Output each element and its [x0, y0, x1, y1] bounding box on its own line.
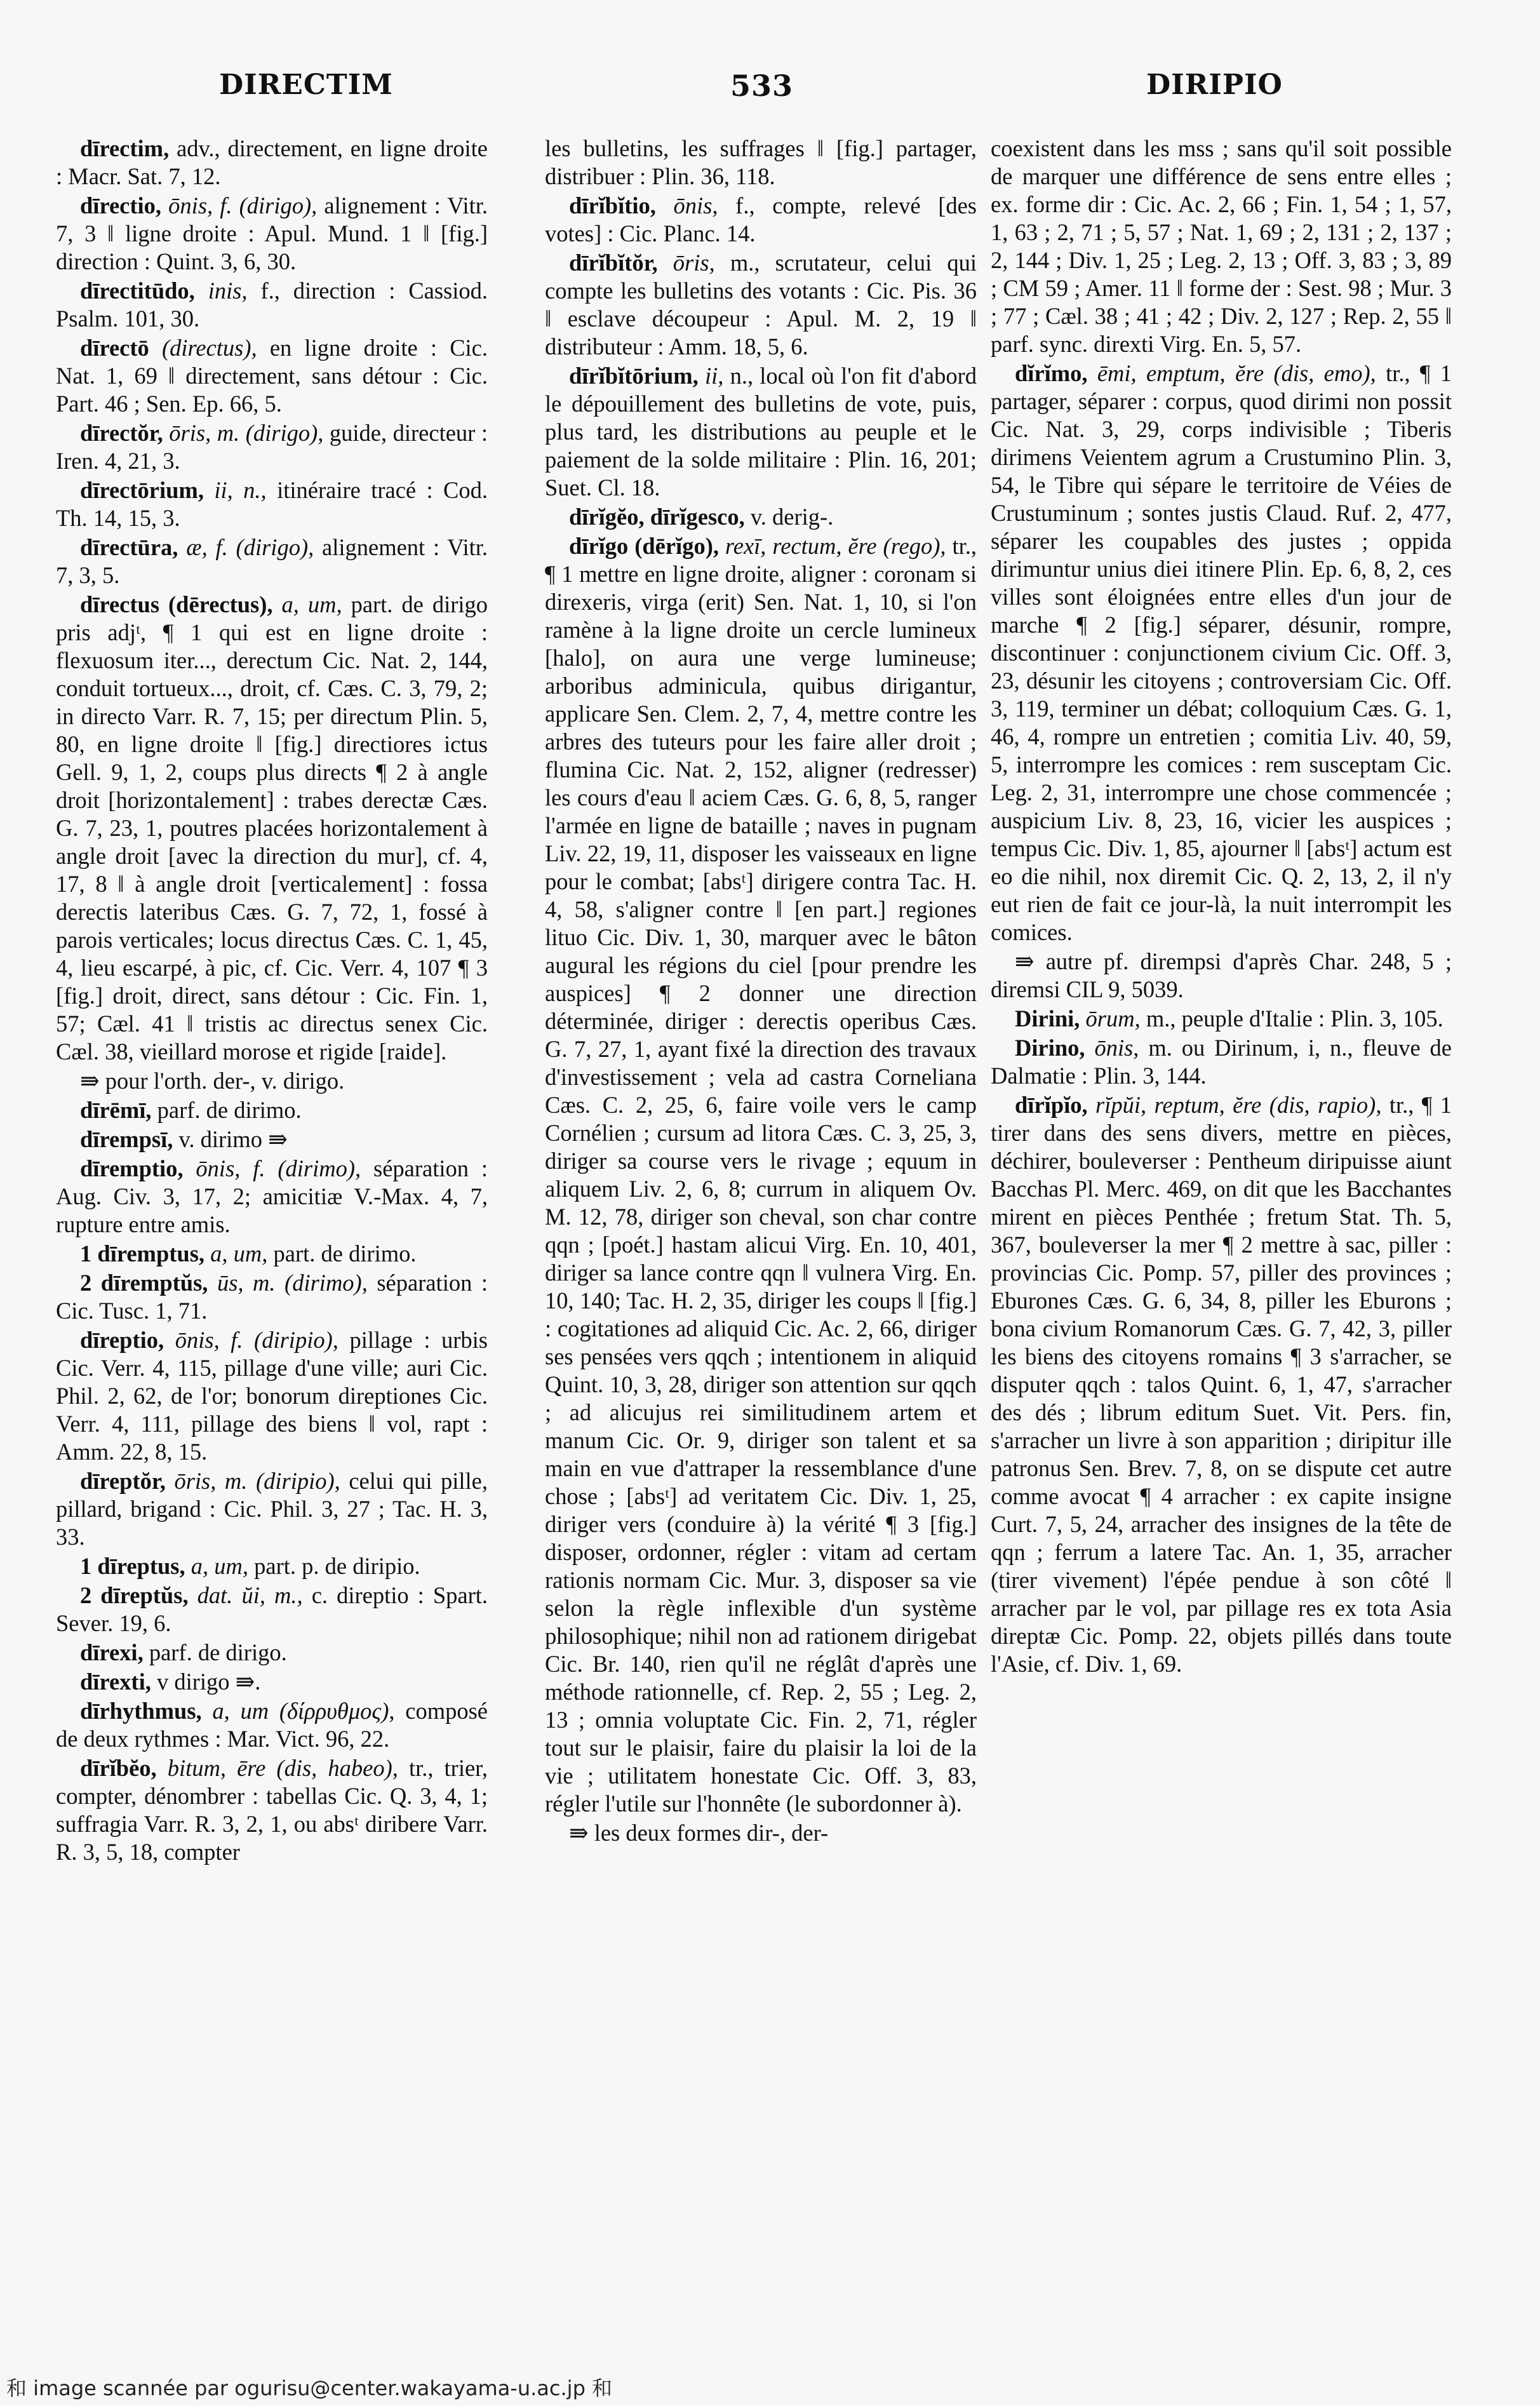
page-number: 533 [730, 69, 794, 103]
dictionary-entry [545, 532, 977, 1818]
entry-definition: ⇛ les deux formes dir-, der- [569, 1820, 829, 1846]
entry-grammar: ōnis, f. (diripio), [175, 1327, 338, 1353]
entry-headword: dīrēmī, [80, 1097, 152, 1123]
entry-headword: 2 dīremptŭs, [80, 1270, 208, 1296]
entry-definition: tr., ¶ 1 tirer dans des sens divers, mettre en pièces, déchirer, bouleverser : Pentheum diripuisse aiunt Bacchas Pl. Merc. 469, on dit que les Bacchantes mirent en pièces Penthée ; fretum Stat. Th. 5, 367, bouleverser la mer ¶ 2 mettre à sac, piller : provincias Cic. Pomp. 57, piller des provinces ; Eburones Cæs. G. 6, 34, 8, piller les Eburons ; bona civium Romanorum Cæs. G. 7, 42, 3, piller les biens des citoyens romains ¶ 3 s'arracher, se disputer qqch : talos Quint. 6, 1, 47, s'arracher des dés ; librum editum Suet. Vit. Pers. fin, s'arracher un livre à son apparition ; diripitur ille patronus Sen. Brev. 7, 8, on se dispute cet autre comme avocat ¶ 4 arracher : ex capite insigne Curt. 7, 5, 24, arracher des insignes de la tête de qqn ; ferrum a latere Tac. An. 1, 35, arracher (tirer vivement) l'épée pendue à son côté ‖ arracher par le vol, par pillage res ex tota Asia direptæ Cic. Pomp. 22, objets pillés dans toute l'Asie, cf. Div. 1, 69. [991, 1092, 1452, 1677]
entry-grammar: ii, [705, 363, 724, 389]
header-last-entry: DIRIPIO [1146, 69, 1283, 101]
dictionary-entry [991, 1034, 1452, 1090]
dictionary-entry [56, 534, 488, 589]
dictionary-entry [991, 1091, 1452, 1678]
entry-definition: m., peuple d'Italie : Plin. 3, 105. [1146, 1005, 1443, 1032]
dictionary-entry [545, 362, 977, 502]
dictionary-entry [56, 277, 488, 333]
entry-definition: n., local où l'on fit d'abord le dépouillement des bulletins de vote, puis, plus tard, les distributions au peuple et le paiement de la solde militaire : Plin. 16, 201; Suet. Cl. 18. [545, 363, 977, 501]
entry-headword: Dirini, [1015, 1005, 1080, 1032]
entry-headword: 1 dīremptus, [80, 1240, 205, 1267]
entry-headword: Dirino, [1015, 1035, 1085, 1061]
entry-definition: guide, directeur : Iren. 4, 21, 3. [56, 420, 488, 474]
entry-grammar: ōnis, f. (dirigo), [168, 192, 318, 218]
entry-headword: dīrempsī, [80, 1126, 173, 1152]
dictionary-entry [56, 1155, 488, 1239]
entry-headword: dīremptio, [80, 1155, 184, 1181]
entry-definition: séparation : Cic. Tusc. 1, 71. [56, 1270, 488, 1324]
entry-grammar: dat. ŭi, m., [197, 1582, 303, 1608]
entry-grammar: ūs, m. (dirimo), [217, 1270, 368, 1296]
dictionary-entry [56, 1126, 488, 1153]
entry-grammar: ii, n., [214, 477, 267, 503]
entry-headword: dīrhythmus, [80, 1698, 202, 1724]
column-3 [991, 135, 1452, 2320]
dictionary-entry [991, 948, 1452, 1004]
dictionary-entry [991, 360, 1452, 946]
dictionary-entry [56, 419, 488, 475]
dictionary-entry [545, 503, 977, 531]
dictionary-entry [56, 1552, 488, 1580]
entry-definition: tr., ¶ 1 partager, séparer : corpus, quod dirimi non possit Cic. Nat. 3, 29, corps indivisible ; Tiberis dirimens Veientem agrum a Crustumino Plin. 3, 54, le Tibre qui sépare le territoire de Véies de Crustuminum ; sontes justis Claud. Ruf. 2, 477, séparer les coupables des justes ; oppida dirimuntur unius diei itinere Plin. Ep. 6, 8, 2, ces villes sont éloignées entre elles d'un jour de marche ¶ 2 [fig.] séparer, désunir, rompre, discontinuer : conjunctionem civium Cic. Off. 3, 23, désunir les citoyens ; controversiam Cic. Off. 3, 119, terminer un débat; colloquium Cæs. G. 1, 46, 4, rompre un entretien ; comitia Liv. 40, 59, 5, interrompre les comices : rem susceptam Cic. Leg. 2, 31, interrompre une chose commencée ; auspicium Liv. 8, 23, 16, vicier les auspices ; tempus Cic. Div. 1, 85, ajourner ‖ [absᵗ] actum est eo die nihil, nox diremit Cic. Q. 2, 13, 2, il n'y eut rien de fait ce jour-là, la nuit interrompit les comices. [991, 360, 1452, 945]
entry-grammar: inis, [208, 278, 248, 304]
entry-grammar: ōris, [673, 250, 715, 276]
dictionary-entry [545, 192, 977, 248]
entry-headword: dīrĭbĕo, [80, 1755, 157, 1781]
entry-definition: tr., ¶ 1 mettre en ligne droite, aligner : coronam si direxeris, virga (erit) Sen. Nat. 1, 10, si l'on ramène à la ligne droite un cercle lumineux [halo], on aura une verge lumineuse; arboribus adminicula, quibus dirigantur, applicare Sen. Clem. 2, 7, 4, mettre contre les arbres des tuteurs pour les faire aller droit ; flumina Cic. Nat. 2, 152, aligner (redresser) les cours d'eau ‖ aciem Cæs. G. 6, 8, 5, ranger l'armée en ligne de bataille ; naves in pugnam Liv. 22, 19, 11, disposer les vaisseaux en ligne pour le combat; [absᵗ] dirigere contra Tac. H. 4, 58, s'aligner contre ‖ [en part.] regiones lituo Cic. Div. 1, 30, marquer avec le bâton augural les régions du ciel [pour prendre les auspices] ¶ 2 donner une direction déterminée, diriger : derectis operibus Cæs. G. 7, 27, 1, ayant fixé la direction des travaux d'investissement ; vela ad castra Corneliana Cæs. C. 2, 25, 6, faire voile vers le camp Cornélien ; cursum ad litora Cæs. C. 3, 25, 3, diriger sa course vers le rivage ; equum in aliquem Liv. 2, 6, 8; currum in aliquem Ov. M. 12, 78, diriger son cheval, son char contre qqn ; [poét.] hastam alicui Virg. En. 10, 401, diriger sa lance contre qqn ‖ vulnera Virg. En. 10, 140; Tac. H. 2, 35, diriger les coups ‖ [fig.] : cogitationes ad aliquid Cic. Ac. 2, 66, diriger ses pensées vers qqch ; intentionem in aliquid Quint. 10, 3, 28, diriger son attention sur qqch ; ad alicujus rei similitudinem artem et manum Cic. Or. 9, diriger son talent et sa main en vue d'attraper la ressemblance d'une chose ; [absᵗ] ad veritatem Cic. Div. 1, 25, diriger vers (conduire à) la vérité ¶ 3 [fig.] disposer, ordonner, régler : vitam ad certam rationis normam Cic. Mur. 3, disposer sa vie selon la règle inflexible d'un système philosophique; nihil non ad rationem dirigebat Cic. Br. 140, rien qu'il ne réglât d'après une méthode rationnelle, cf. Rep. 2, 55 ; Leg. 2, 13 ; omnia voluptate Cic. Fin. 2, 71, régler tout sur le plaisir, faire du plaisir la loi de la vie ; utilitatem honestate Cic. Off. 3, 83, régler l'utile sur l'honnête (le subordonner à). [545, 533, 977, 1817]
entry-headword: dīrectō [80, 335, 149, 361]
dictionary-entry [991, 1005, 1452, 1033]
entry-definition: parf. de dirigo. [149, 1639, 287, 1665]
entry-definition: v. derig-. [750, 504, 834, 530]
entry-definition: m., scrutateur, celui qui compte les bulletins des votants : Cic. Pis. 36 ‖ esclave découpeur : Apul. M. 2, 19 ‖ distributeur : Amm. 18, 5, 6. [545, 250, 977, 360]
entry-headword: dīrĭbĭtŏr, [569, 250, 658, 276]
entry-headword: dīrĭbĭtio, [569, 192, 656, 218]
entry-headword: dīrectitūdo, [80, 278, 195, 304]
entry-headword: dīrectim, [80, 135, 170, 161]
entry-headword: dīrectūra, [80, 534, 178, 560]
dictionary-entry [56, 1697, 488, 1753]
entry-grammar: rĭpŭi, reptum, ĕre (dis, rapio), [1095, 1092, 1382, 1118]
entry-definition: tr., trier, compter, dénombrer : tabellas Cic. Q. 3, 4, 1; suffragia Varr. R. 3, 2, 1, ou absᵗ diribere Varr. R. 3, 5, 18, compter [56, 1755, 488, 1865]
entry-grammar: a, um, [191, 1553, 248, 1579]
entry-definition: itinéraire tracé : Cod. Th. 14, 15, 3. [56, 477, 488, 531]
entry-grammar: a, um, [210, 1240, 268, 1267]
entry-definition: les bulletins, les suffrages ‖ [fig.] partager, distribuer : Plin. 36, 118. [545, 135, 977, 189]
entry-grammar: ōnis, f. (dirimo), [196, 1155, 361, 1181]
entry-definition: part. de dirimo. [273, 1240, 417, 1267]
entry-definition: part. p. de diripio. [254, 1553, 420, 1579]
dictionary-entry [56, 591, 488, 1066]
dictionary-entry [56, 1467, 488, 1551]
entry-grammar: bitum, ēre (dis, habeo), [167, 1755, 398, 1781]
entry-definition: f., direction : Cassiod. Psalm. 101, 30. [56, 278, 488, 332]
entry-headword: dīrectōrium, [80, 477, 204, 503]
entry-grammar: ēmi, emptum, ĕre (dis, emo), [1097, 360, 1376, 386]
dictionary-entry [56, 1639, 488, 1667]
entry-grammar: rexī, rectum, ĕre (rego), [725, 533, 946, 559]
dictionary-entry [545, 135, 977, 191]
dictionary-entry [56, 1668, 488, 1696]
page-header [0, 69, 1540, 126]
entry-definition: c. direptio : Spart. Sever. 19, 6. [56, 1582, 488, 1636]
dictionary-entry [56, 1240, 488, 1268]
dictionary-entry [56, 1269, 488, 1325]
entry-headword: dīrectŏr, [80, 420, 163, 446]
entry-definition: alignement : Vitr. 7, 3 ‖ ligne droite : Apul. Mund. 1 ‖ [fig.] direction : Quint. 3, 6, 30. [56, 192, 488, 274]
entry-definition: alignement : Vitr. 7, 3, 5. [56, 534, 488, 588]
dictionary-entry [56, 1582, 488, 1637]
column-1 [56, 135, 488, 2320]
entry-grammar: a, um (δίρρυθμος), [212, 1698, 395, 1724]
column-2 [545, 135, 977, 2320]
dictionary-entry [56, 135, 488, 191]
entry-headword: dīrexti, [80, 1669, 151, 1695]
entry-headword: dĭrĭmo, [1015, 360, 1088, 386]
dictionary-entry [56, 334, 488, 418]
entry-headword: 1 dīreptus, [80, 1553, 185, 1579]
dictionary-entry [545, 1819, 977, 1847]
entry-definition: v. dirimo ⇛ [178, 1126, 288, 1152]
entry-definition: composé de deux rythmes : Mar. Vict. 96, 22. [56, 1698, 488, 1752]
entry-headword: dīreptio, [80, 1327, 164, 1353]
dictionary-entry [56, 476, 488, 532]
entry-grammar: a, um, [281, 591, 342, 617]
entry-grammar: (directus), [161, 335, 257, 361]
entry-definition: ⇛ pour l'orth. der-, v. dirigo. [80, 1068, 345, 1094]
entry-headword: dīrĭgo (dērĭgo), [569, 533, 719, 559]
entry-definition: coexistent dans les mss ; sans qu'il soit possible de marquer une différence de sens entre elles ; ex. forme dir : Cic. Ac. 2, 66 ; Fin. 1, 54 ; 1, 57, 1, 63 ; 2, 71 ; 5, 57 ; Nat. 1, 69 ; 2, 131 ; 2, 137 ; 2, 144 ; Div. 1, 25 ; Leg. 2, 13 ; Off. 3, 83 ; 3, 89 ; CM 59 ; Amer. 11 ‖ forme der : Sest. 98 ; Mur. 3 ; 77 ; Cæl. 38 ; 41 ; 42 ; Div. 2, 127 ; Rep. 2, 55 ‖ parf. sync. direxti Virg. En. 5, 57. [991, 135, 1452, 357]
dictionary-entry [56, 1754, 488, 1866]
entry-grammar: ōnis, [673, 192, 718, 218]
dictionary-entry [56, 192, 488, 276]
entry-headword: dīrĭgĕo, dīrĭgesco, [569, 504, 745, 530]
entry-headword: dīrectus (dērectus), [80, 591, 273, 617]
entry-headword: dīrexi, [80, 1639, 144, 1665]
entry-grammar: ōris, m. (diripio), [174, 1468, 340, 1494]
entry-definition: v dirigo ⇛. [156, 1669, 261, 1695]
entry-headword: 2 dīreptŭs, [80, 1582, 189, 1608]
entry-definition: f., compte, relevé [des votes] : Cic. Planc. 14. [545, 192, 977, 246]
dictionary-entry [56, 1326, 488, 1466]
entry-headword: dīrĭbĭtōrium, [569, 363, 699, 389]
entry-definition: parf. de dirimo. [157, 1097, 302, 1123]
entry-grammar: ōnis, [1094, 1035, 1139, 1061]
entry-grammar: ōris, m. (dirigo), [169, 420, 324, 446]
entry-definition: en ligne droite : Cic. Nat. 1, 69 ‖ directement, sans détour : Cic. Part. 46 ; Sen. Ep. 66, 5. [56, 335, 488, 417]
dictionary-entry [545, 249, 977, 361]
entry-definition: celui qui pille, pillard, brigand : Cic. Phil. 3, 27 ; Tac. H. 3, 33. [56, 1468, 488, 1550]
entry-headword: dīreptŏr, [80, 1468, 166, 1494]
header-first-entry: DIRECTIM [219, 69, 393, 101]
entry-definition: m. ou Dirinum, i, n., fleuve de Dalmatie : Plin. 3, 144. [991, 1035, 1452, 1089]
entry-definition: ⇛ autre pf. dirempsi d'après Char. 248, 5 ; diremsi CIL 9, 5039. [991, 948, 1452, 1002]
scan-credit: 和 image scannée par ogurisu@center.wakayama-u.ac.jp 和 [6, 2376, 613, 2400]
dictionary-entry [991, 135, 1452, 358]
entry-grammar: ōrum, [1085, 1005, 1141, 1032]
dictionary-entry [56, 1096, 488, 1124]
entry-headword: dīrectio, [80, 192, 162, 218]
entry-headword: dīrĭpĭo, [1015, 1092, 1088, 1118]
entry-definition: adv., directement, en ligne droite : Macr. Sat. 7, 12. [56, 135, 488, 189]
entry-definition: séparation : Aug. Civ. 3, 17, 2; amicitiæ V.-Max. 4, 7, rupture entre amis. [56, 1155, 488, 1237]
dictionary-entry [56, 1067, 488, 1095]
entry-definition: part. de dirigo pris adjᵗ, ¶ 1 qui est en ligne droite : flexuosum iter..., derectum Cic. Nat. 2, 144, conduit tortueux..., droit, cf. Cæs. C. 3, 79, 2; in directo Varr. R. 7, 15; per directum Plin. 5, 80, en ligne droite ‖ [fig.] directiores ictus Gell. 9, 1, 2, coups plus directs ¶ 2 à angle droit [horizontalement] : trabes derectæ Cæs. G. 7, 23, 1, poutres placées horizontalement à angle droit [avec la direction du mur], cf. 4, 17, 8 ‖ à angle droit [verticalement] : fossa derectis lateribus Cæs. G. 7, 72, 1, fossé à parois verticales; locus directus Cæs. C. 1, 45, 4, lieu escarpé, à pic, cf. Cic. Verr. 4, 107 ¶ 3 [fig.] droit, direct, sans détour : Cic. Fin. 1, 57; Cæl. 41 ‖ tristis ac directus senex Cic. Cæl. 38, vieillard morose et rigide [raide]. [56, 591, 488, 1065]
entry-definition: pillage : urbis Cic. Verr. 4, 115, pillage d'une ville; auri Cic. Phil. 2, 62, de l'or; bonorum direptiones Cic. Verr. 4, 111, pillage des biens ‖ vol, rapt : Amm. 22, 8, 15. [56, 1327, 488, 1465]
entry-grammar: æ, f. (dirigo), [186, 534, 314, 560]
